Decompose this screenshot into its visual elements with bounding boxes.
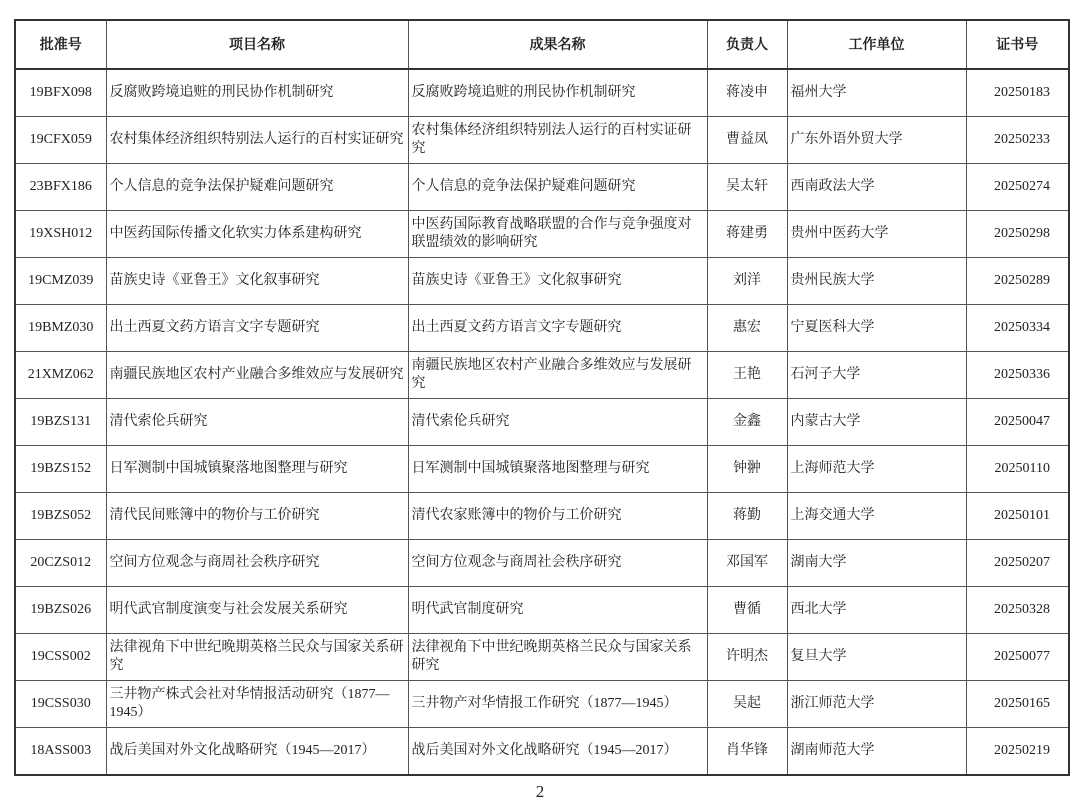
cell-project-name: 苗族史诗《亚鲁王》文化叙事研究 [106, 258, 408, 305]
cell-certificate-number: 20250219 [966, 728, 1069, 776]
cell-result-name: 反腐败跨境追赃的刑民协作机制研究 [408, 69, 707, 117]
cell-work-unit: 贵州中医药大学 [787, 211, 966, 258]
cell-approval-number: 19CSS002 [15, 634, 106, 681]
cell-project-name: 反腐败跨境追赃的刑民协作机制研究 [106, 69, 408, 117]
cell-result-name: 南疆民族地区农村产业融合多维效应与发展研究 [408, 352, 707, 399]
cell-person-in-charge: 邓国军 [707, 540, 787, 587]
table-row [15, 587, 1069, 634]
cell-person-in-charge: 钟翀 [707, 446, 787, 493]
cell-result-name: 战后美国对外文化战略研究（1945—2017） [408, 728, 707, 776]
cell-certificate-number: 20250047 [966, 399, 1069, 446]
cell-project-name: 法律视角下中世纪晚期英格兰民众与国家关系研究 [106, 634, 408, 681]
cell-certificate-number: 20250336 [966, 352, 1069, 399]
table-row [15, 69, 1069, 117]
cell-result-name: 空间方位观念与商周社会秩序研究 [408, 540, 707, 587]
cell-work-unit: 上海师范大学 [787, 446, 966, 493]
cell-project-name: 三井物产株式会社对华情报活动研究（1877—1945） [106, 681, 408, 728]
cell-work-unit: 湖南大学 [787, 540, 966, 587]
cell-result-name: 清代农家账簿中的物价与工价研究 [408, 493, 707, 540]
header-result-name: 成果名称 [408, 20, 707, 69]
cell-project-name: 出土西夏文药方语言文字专题研究 [106, 305, 408, 352]
cell-result-name: 个人信息的竞争法保护疑难问题研究 [408, 164, 707, 211]
cell-project-name: 南疆民族地区农村产业融合多维效应与发展研究 [106, 352, 408, 399]
cell-approval-number: 19BZS052 [15, 493, 106, 540]
cell-result-name: 苗族史诗《亚鲁王》文化叙事研究 [408, 258, 707, 305]
cell-project-name: 清代索伦兵研究 [106, 399, 408, 446]
cell-person-in-charge: 王艳 [707, 352, 787, 399]
header-work-unit: 工作单位 [787, 20, 966, 69]
table-row [15, 681, 1069, 728]
cell-result-name: 清代索伦兵研究 [408, 399, 707, 446]
cell-result-name: 法律视角下中世纪晚期英格兰民众与国家关系研究 [408, 634, 707, 681]
table-row [15, 211, 1069, 258]
cell-work-unit: 复旦大学 [787, 634, 966, 681]
cell-project-name: 农村集体经济组织特别法人运行的百村实证研究 [106, 117, 408, 164]
header-approval-number: 批准号 [15, 20, 106, 69]
approved-projects-table [14, 19, 1070, 776]
cell-result-name: 农村集体经济组织特别法人运行的百村实证研究 [408, 117, 707, 164]
cell-person-in-charge: 蒋勤 [707, 493, 787, 540]
cell-work-unit: 福州大学 [787, 69, 966, 117]
table-row [15, 540, 1069, 587]
table-row [15, 399, 1069, 446]
cell-person-in-charge: 肖华锋 [707, 728, 787, 776]
cell-result-name: 中医药国际教育战略联盟的合作与竞争强度对联盟绩效的影响研究 [408, 211, 707, 258]
cell-person-in-charge: 刘洋 [707, 258, 787, 305]
page-number: 2 [535, 782, 545, 801]
cell-approval-number: 21XMZ062 [15, 352, 106, 399]
table-row [15, 258, 1069, 305]
header-certificate-number: 证书号 [966, 20, 1069, 69]
cell-approval-number: 19CMZ039 [15, 258, 106, 305]
cell-person-in-charge: 蒋凌申 [707, 69, 787, 117]
cell-project-name: 日军测制中国城镇聚落地图整理与研究 [106, 446, 408, 493]
cell-work-unit: 西南政法大学 [787, 164, 966, 211]
table-row [15, 164, 1069, 211]
cell-result-name: 出土西夏文药方语言文字专题研究 [408, 305, 707, 352]
cell-certificate-number: 20250298 [966, 211, 1069, 258]
cell-person-in-charge: 金鑫 [707, 399, 787, 446]
cell-project-name: 中医药国际传播文化软实力体系建构研究 [106, 211, 408, 258]
cell-work-unit: 西北大学 [787, 587, 966, 634]
cell-work-unit: 上海交通大学 [787, 493, 966, 540]
cell-result-name: 日军测制中国城镇聚落地图整理与研究 [408, 446, 707, 493]
cell-certificate-number: 20250274 [966, 164, 1069, 211]
cell-work-unit: 湖南师范大学 [787, 728, 966, 776]
cell-certificate-number: 20250183 [966, 69, 1069, 117]
cell-approval-number: 19XSH012 [15, 211, 106, 258]
cell-person-in-charge: 吴太轩 [707, 164, 787, 211]
cell-certificate-number: 20250233 [966, 117, 1069, 164]
cell-person-in-charge: 惠宏 [707, 305, 787, 352]
header-person-in-charge: 负责人 [707, 20, 787, 69]
cell-result-name: 明代武官制度研究 [408, 587, 707, 634]
table-row [15, 117, 1069, 164]
cell-project-name: 明代武官制度演变与社会发展关系研究 [106, 587, 408, 634]
cell-approval-number: 20CZS012 [15, 540, 106, 587]
cell-certificate-number: 20250334 [966, 305, 1069, 352]
cell-certificate-number: 20250165 [966, 681, 1069, 728]
cell-approval-number: 19BMZ030 [15, 305, 106, 352]
cell-certificate-number: 20250101 [966, 493, 1069, 540]
header-project-name: 项目名称 [106, 20, 408, 69]
cell-work-unit: 广东外语外贸大学 [787, 117, 966, 164]
cell-person-in-charge: 吴起 [707, 681, 787, 728]
cell-approval-number: 19BZS131 [15, 399, 106, 446]
cell-approval-number: 19CSS030 [15, 681, 106, 728]
cell-work-unit: 浙江师范大学 [787, 681, 966, 728]
table-row [15, 352, 1069, 399]
cell-work-unit: 宁夏医科大学 [787, 305, 966, 352]
cell-certificate-number: 20250328 [966, 587, 1069, 634]
cell-approval-number: 18ASS003 [15, 728, 106, 776]
cell-result-name: 三井物产对华情报工作研究（1877—1945） [408, 681, 707, 728]
cell-certificate-number: 20250110 [966, 446, 1069, 493]
cell-certificate-number: 20250289 [966, 258, 1069, 305]
table-row [15, 305, 1069, 352]
cell-certificate-number: 20250207 [966, 540, 1069, 587]
cell-project-name: 空间方位观念与商周社会秩序研究 [106, 540, 408, 587]
cell-approval-number: 19BZS152 [15, 446, 106, 493]
cell-work-unit: 贵州民族大学 [787, 258, 966, 305]
cell-project-name: 战后美国对外文化战略研究（1945—2017） [106, 728, 408, 776]
cell-approval-number: 19BFX098 [15, 69, 106, 117]
table-row [15, 728, 1069, 776]
cell-project-name: 个人信息的竞争法保护疑难问题研究 [106, 164, 408, 211]
table-row [15, 493, 1069, 540]
cell-work-unit: 内蒙古大学 [787, 399, 966, 446]
cell-approval-number: 19BZS026 [15, 587, 106, 634]
cell-person-in-charge: 曹循 [707, 587, 787, 634]
cell-project-name: 清代民间账簿中的物价与工价研究 [106, 493, 408, 540]
table-row [15, 446, 1069, 493]
cell-work-unit: 石河子大学 [787, 352, 966, 399]
cell-person-in-charge: 曹益凤 [707, 117, 787, 164]
cell-person-in-charge: 蒋建勇 [707, 211, 787, 258]
cell-person-in-charge: 许明杰 [707, 634, 787, 681]
table-row [15, 634, 1069, 681]
cell-certificate-number: 20250077 [966, 634, 1069, 681]
table-header-row [15, 20, 1069, 69]
cell-approval-number: 19CFX059 [15, 117, 106, 164]
cell-approval-number: 23BFX186 [15, 164, 106, 211]
